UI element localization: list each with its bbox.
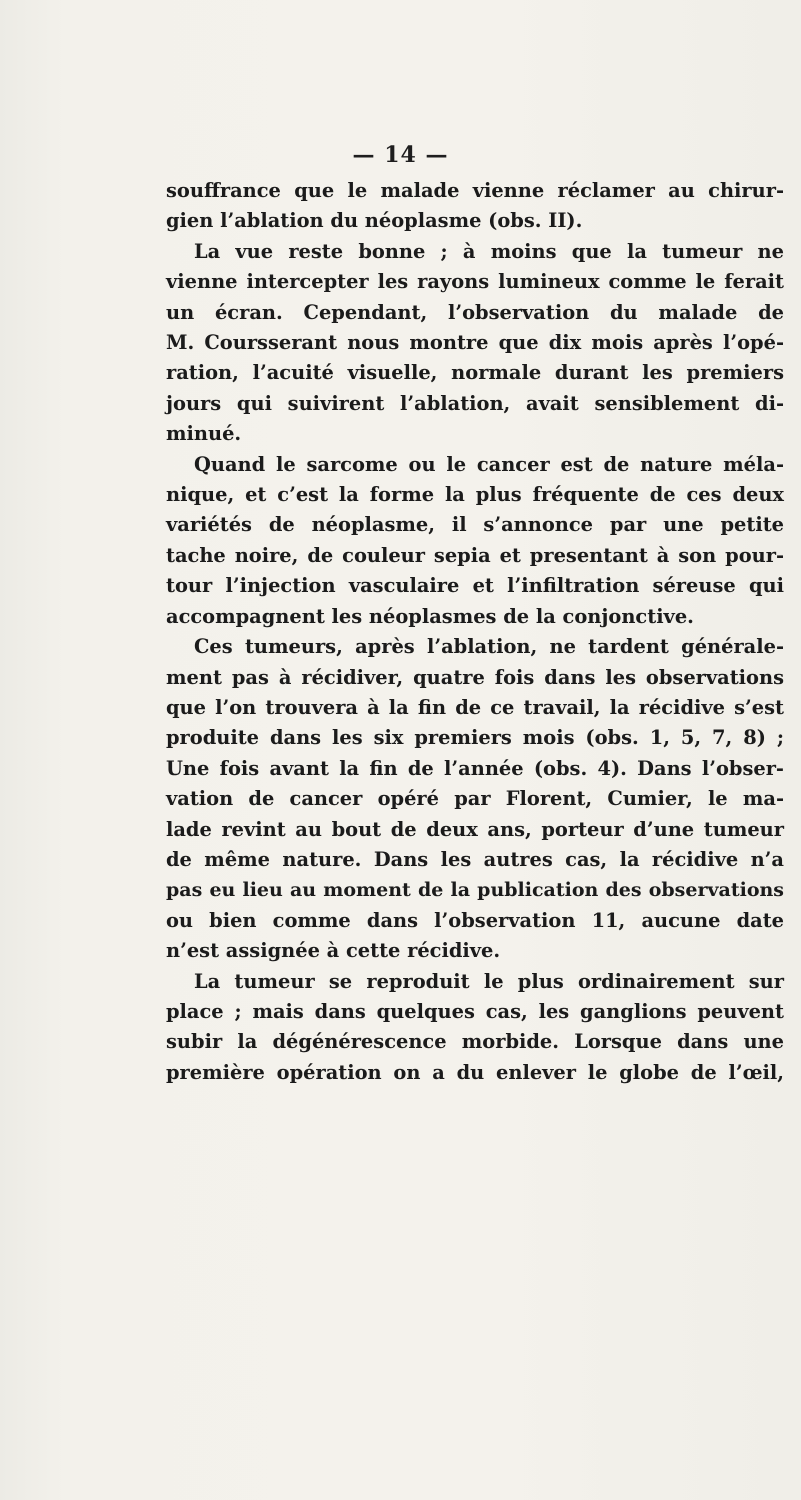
text-line: vienne intercepter les rayons lumineux comme le ferait	[166, 270, 784, 294]
text-line: nique, et c’est la forme la plus fréquente de ces deux	[166, 483, 784, 507]
text-line: La tumeur se reproduit le plus ordinairement sur	[194, 969, 784, 993]
page-number: — 14 —	[352, 142, 449, 168]
text-line: M. Coursserant nous montre que dix mois après l’opé-	[166, 331, 784, 355]
text-line: pas eu lieu au moment de la publication des observations	[166, 879, 784, 902]
text-line: Une fois avant la fin de l’année (obs. 4). Dans l’obser-	[166, 756, 784, 780]
text-line: produite dans les six premiers mois (obs. 1, 5, 7, 8) ;	[166, 726, 784, 750]
text-line: minué.	[166, 422, 242, 446]
text-line: tour l’injection vasculaire et l’infiltration séreuse qui	[166, 574, 784, 598]
text-line: souffrance que le malade vienne réclamer au chirur-	[166, 179, 784, 202]
text-line: de même nature. Dans les autres cas, la récidive n’a	[166, 847, 784, 871]
text-line: gien l’ablation du néoplasme (obs. II).	[166, 209, 583, 233]
text-line: Quand le sarcome ou le cancer est de nature méla-	[194, 452, 784, 476]
body-text	[166, 176, 784, 1088]
text-line: variétés de néoplasme, il s’annonce par une petite	[166, 513, 784, 537]
text-line: ou bien comme dans l’observation 11, aucune date	[166, 908, 784, 932]
text-line: jours qui suivirent l’ablation, avait sensiblement di-	[166, 391, 784, 415]
text-line: vation de cancer opéré par Florent, Cumier, le ma-	[166, 787, 784, 811]
text-line: que l’on trouvera à la fin de ce travail, la récidive s’est	[166, 695, 784, 719]
text-line: accompagnent les néoplasmes de la conjonctive.	[166, 604, 694, 628]
text-line: La vue reste bonne ; à moins que la tumeur ne	[194, 239, 784, 263]
text-line: ration, l’acuité visuelle, normale durant les premiers	[166, 361, 784, 385]
text-line: n’est assignée à cette récidive.	[166, 939, 501, 963]
text-line: première opération on a du enlever le globe de l’œil,	[166, 1060, 784, 1084]
text-line: tache noire, de couleur sepia et presentant à son pour-	[166, 543, 784, 567]
text-line: ment pas à récidiver, quatre fois dans les observations	[166, 665, 784, 689]
text-line: subir la dégénérescence morbide. Lorsque dans une	[166, 1030, 784, 1054]
text-line: lade revint au bout de deux ans, porteur d’une tumeur	[166, 817, 784, 841]
text-line: Ces tumeurs, après l’ablation, ne tardent générale-	[194, 635, 784, 659]
text-line: place ; mais dans quelques cas, les ganglions peuvent	[166, 999, 784, 1023]
text-line: un écran. Cependant, l’observation du malade de	[166, 300, 784, 324]
